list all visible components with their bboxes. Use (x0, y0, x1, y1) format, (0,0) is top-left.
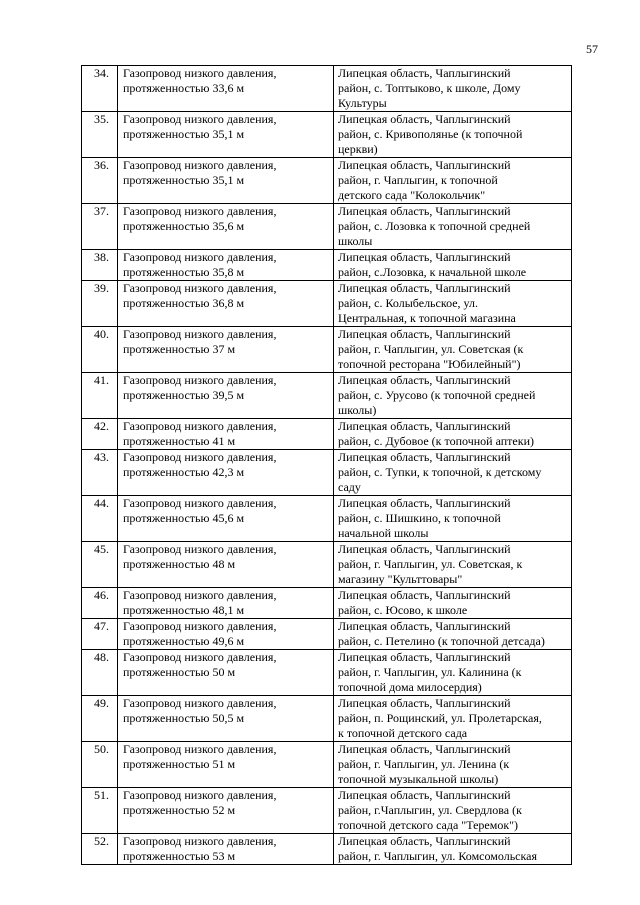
object-address-line: район, с. Юсово, к школе (338, 603, 468, 617)
object-address-line: Липецкая область, Чаплыгинский (338, 742, 511, 756)
object-address-line: район, г. Чаплыгин, ул. Советская (к (338, 342, 524, 356)
object-address-line: район, г. Чаплыгин, ул. Калинина (к (338, 665, 522, 679)
object-name-line: протяженностью 42,3 м (123, 465, 245, 479)
object-address-line: саду (338, 480, 361, 494)
object-address-line: Липецкая область, Чаплыгинский (338, 112, 511, 126)
object-address-cell (334, 204, 572, 250)
object-name-line: протяженностью 35,1 м (123, 127, 245, 141)
table-row (82, 327, 572, 373)
row-number: 43. (82, 450, 118, 496)
object-name-cell (118, 158, 334, 204)
object-name-line: Газопровод низкого давления, (123, 158, 277, 172)
object-address-line: Липецкая область, Чаплыгинский (338, 250, 511, 264)
table-row (82, 112, 572, 158)
object-name-line: протяженностью 35,6 м (123, 219, 245, 233)
row-number: 46. (82, 588, 118, 619)
object-address-line: Липецкая область, Чаплыгинский (338, 204, 511, 218)
object-address-line: топочной детского сада "Теремок") (338, 818, 519, 832)
object-name-line: Газопровод низкого давления, (123, 588, 277, 602)
row-number: 41. (82, 373, 118, 419)
table-row (82, 204, 572, 250)
table-row (82, 450, 572, 496)
object-address-cell (334, 419, 572, 450)
object-address-line: Липецкая область, Чаплыгинский (338, 588, 511, 602)
object-name-line: протяженностью 36,8 м (123, 296, 245, 310)
object-address-line: район, с. Дубовое (к топочной аптеки) (338, 434, 534, 448)
object-address-line: детского сада "Колокольчик" (338, 188, 486, 202)
object-name-cell (118, 496, 334, 542)
object-name-line: протяженностью 37 м (123, 342, 236, 356)
object-address-line: район, с. Лозовка к топочной средней (338, 219, 531, 233)
table-body (82, 66, 572, 865)
object-name-cell (118, 204, 334, 250)
object-name-line: Газопровод низкого давления, (123, 834, 277, 848)
object-name-line: протяженностью 50,5 м (123, 711, 245, 725)
object-address-line: Культуры (338, 96, 387, 110)
object-name-line: протяженностью 48,1 м (123, 603, 245, 617)
table-row (82, 788, 572, 834)
object-name-line: протяженностью 33,6 м (123, 81, 245, 95)
row-number: 37. (82, 204, 118, 250)
object-address-line: Липецкая область, Чаплыгинский (338, 496, 511, 510)
row-number: 52. (82, 834, 118, 865)
object-name-line: Газопровод низкого давления, (123, 281, 277, 295)
object-name-cell (118, 788, 334, 834)
object-address-line: Липецкая область, Чаплыгинский (338, 66, 511, 80)
object-name-line: Газопровод низкого давления, (123, 250, 277, 264)
table-row (82, 250, 572, 281)
object-address-line: Липецкая область, Чаплыгинский (338, 327, 511, 341)
object-address-cell (334, 327, 572, 373)
object-address-cell (334, 112, 572, 158)
object-name-line: Газопровод низкого давления, (123, 542, 277, 556)
table-row (82, 619, 572, 650)
object-address-cell (334, 788, 572, 834)
table-row (82, 496, 572, 542)
table-row (82, 834, 572, 865)
object-address-line: район, с. Кривополянье (к топочной (338, 127, 523, 141)
table-row (82, 373, 572, 419)
object-name-cell (118, 742, 334, 788)
object-address-line: Липецкая область, Чаплыгинский (338, 788, 511, 802)
object-address-line: Липецкая область, Чаплыгинский (338, 834, 511, 848)
object-address-line: район, г. Чаплыгин, ул. Комсомольская (338, 849, 537, 863)
object-name-cell (118, 66, 334, 112)
object-name-cell (118, 542, 334, 588)
row-number: 35. (82, 112, 118, 158)
object-name-line: протяженностью 39,5 м (123, 388, 245, 402)
table-row (82, 588, 572, 619)
object-name-cell (118, 281, 334, 327)
table-row (82, 696, 572, 742)
object-name-line: протяженностью 35,8 м (123, 265, 245, 279)
object-name-cell (118, 250, 334, 281)
table-row (82, 542, 572, 588)
object-address-line: Липецкая область, Чаплыгинский (338, 419, 511, 433)
row-number: 34. (82, 66, 118, 112)
object-name-cell (118, 373, 334, 419)
object-address-line: топочной дома милосердия) (338, 680, 482, 694)
object-address-cell (334, 834, 572, 865)
object-name-cell (118, 327, 334, 373)
object-name-line: протяженностью 35,1 м (123, 173, 245, 187)
object-name-cell (118, 450, 334, 496)
object-address-line: Липецкая область, Чаплыгинский (338, 281, 511, 295)
object-address-line: район, с. Петелино (к топочной детсада) (338, 634, 545, 648)
object-address-line: район, г.Чаплыгин, ул. Свердлова (к (338, 803, 522, 817)
object-address-cell (334, 158, 572, 204)
object-address-line: Липецкая область, Чаплыгинский (338, 158, 511, 172)
page-number: 57 (586, 42, 598, 56)
object-address-cell (334, 281, 572, 327)
row-number: 36. (82, 158, 118, 204)
object-address-line: Липецкая область, Чаплыгинский (338, 650, 511, 664)
row-number: 48. (82, 650, 118, 696)
object-address-line: район, с. Шишкино, к топочной (338, 511, 501, 525)
object-address-cell (334, 619, 572, 650)
table-row (82, 419, 572, 450)
row-number: 45. (82, 542, 118, 588)
table-row (82, 158, 572, 204)
object-name-line: Газопровод низкого давления, (123, 112, 277, 126)
gas-pipeline-registry-table (81, 65, 572, 865)
object-address-line: Липецкая область, Чаплыгинский (338, 450, 511, 464)
object-name-line: Газопровод низкого давления, (123, 788, 277, 802)
object-address-line: Липецкая область, Чаплыгинский (338, 619, 511, 633)
object-name-line: Газопровод низкого давления, (123, 619, 277, 633)
object-name-cell (118, 619, 334, 650)
row-number: 44. (82, 496, 118, 542)
object-name-cell (118, 419, 334, 450)
object-name-cell (118, 650, 334, 696)
object-name-cell (118, 696, 334, 742)
object-name-line: Газопровод низкого давления, (123, 496, 277, 510)
object-name-line: Газопровод низкого давления, (123, 373, 277, 387)
object-address-line: район, г. Чаплыгин, к топочной (338, 173, 498, 187)
object-name-line: Газопровод низкого давления, (123, 419, 277, 433)
row-number: 38. (82, 250, 118, 281)
object-name-line: Газопровод низкого давления, (123, 450, 277, 464)
object-address-line: церкви) (338, 142, 378, 156)
object-name-line: протяженностью 51 м (123, 757, 236, 771)
object-name-line: Газопровод низкого давления, (123, 327, 277, 341)
object-address-line: топочной ресторана "Юбилейный") (338, 357, 521, 371)
table-row (82, 742, 572, 788)
object-address-cell (334, 696, 572, 742)
row-number: 47. (82, 619, 118, 650)
object-name-cell (118, 112, 334, 158)
object-name-line: протяженностью 53 м (123, 849, 236, 863)
object-address-line: район, п. Рощинский, ул. Пролетарская, (338, 711, 542, 725)
object-address-line: район, г. Чаплыгин, ул. Ленина (к (338, 757, 510, 771)
object-address-line: район, с. Колыбельское, ул. (338, 296, 479, 310)
object-address-cell (334, 542, 572, 588)
object-address-cell (334, 650, 572, 696)
object-name-line: Газопровод низкого давления, (123, 696, 277, 710)
row-number: 40. (82, 327, 118, 373)
object-address-line: магазину "Культтовары" (338, 572, 463, 586)
object-name-line: протяженностью 52 м (123, 803, 236, 817)
object-name-line: протяженностью 50 м (123, 665, 236, 679)
object-address-cell (334, 373, 572, 419)
object-address-line: Центральная, к топочной магазина (338, 311, 516, 325)
object-address-line: район, г. Чаплыгин, ул. Советская, к (338, 557, 523, 571)
object-name-line: протяженностью 45,6 м (123, 511, 245, 525)
row-number: 50. (82, 742, 118, 788)
object-name-line: протяженностью 49,6 м (123, 634, 245, 648)
row-number: 51. (82, 788, 118, 834)
object-name-line: протяженностью 41 м (123, 434, 236, 448)
object-name-line: Газопровод низкого давления, (123, 66, 277, 80)
object-address-cell (334, 66, 572, 112)
object-address-line: к топочной детского сада (338, 726, 468, 740)
object-name-line: Газопровод низкого давления, (123, 204, 277, 218)
object-address-cell (334, 742, 572, 788)
row-number: 49. (82, 696, 118, 742)
table-row (82, 281, 572, 327)
object-address-cell (334, 588, 572, 619)
table-row (82, 650, 572, 696)
object-address-line: топочной музыкальной школы) (338, 772, 499, 786)
object-name-cell (118, 834, 334, 865)
object-address-line: район, с. Топтыково, к школе, Дому (338, 81, 521, 95)
object-address-line: район, с. Урусово (к топочной средней (338, 388, 536, 402)
object-name-line: Газопровод низкого давления, (123, 650, 277, 664)
object-address-line: Липецкая область, Чаплыгинский (338, 542, 511, 556)
object-name-cell (118, 588, 334, 619)
object-name-line: Газопровод низкого давления, (123, 742, 277, 756)
object-address-cell (334, 496, 572, 542)
object-address-line: школы) (338, 403, 377, 417)
object-address-line: начальной школы (338, 526, 429, 540)
object-address-line: район, с.Лозовка, к начальной школе (338, 265, 527, 279)
table-row (82, 66, 572, 112)
object-address-line: район, с. Тупки, к топочной, к детскому (338, 465, 542, 479)
object-name-line: протяженностью 48 м (123, 557, 236, 571)
object-address-cell (334, 250, 572, 281)
object-address-cell (334, 450, 572, 496)
object-address-line: Липецкая область, Чаплыгинский (338, 373, 511, 387)
row-number: 42. (82, 419, 118, 450)
object-address-line: школы (338, 234, 373, 248)
object-address-line: Липецкая область, Чаплыгинский (338, 696, 511, 710)
row-number: 39. (82, 281, 118, 327)
